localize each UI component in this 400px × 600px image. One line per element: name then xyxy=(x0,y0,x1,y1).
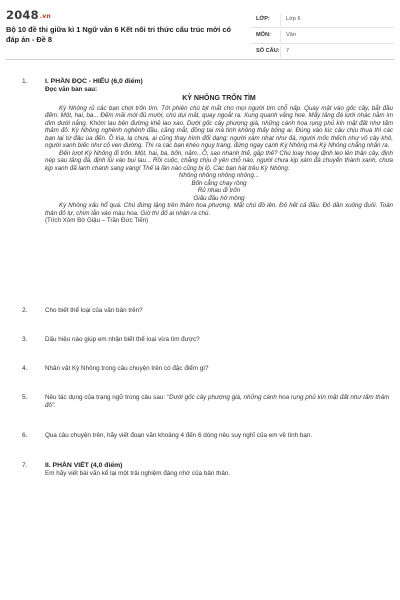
exam-meta-table xyxy=(252,12,394,60)
passage-paragraph: Kỳ Nhông rủ các bạn chơi trốn tìm. Tới phiên chú bịt mắt cho mọi người tìm chỗ nấp. Quay mặt vào gốc cây, bắt đầu đếm: Một, hai, ba... Đếm mãi mới đủ mười, chú dụi mắt, quay ngoắt ra. Xung quanh vắng hoe. Mấy tảng đá lưới nhác nằm im dìm dưới nắng. Khóm lau bên đường khẽ lao xao. Dưới gốc cây phượng già, những cánh hoa rụng phủ kín mặt đất như tấm thảm đỏ. Kỳ Nhông nghênh nghênh đầu, căng mắt, đồng tai mà tinh không thấy bóng ai. Đúng vào lúc cậu chịu thua thì các bạn lại từ đâu ùa đến. Ồ kìa, lạ chưa, ai cũng thay hình đổi dạng: người xám nhạt như đá, người mốc thếch như vỏ cây khô, người xanh biếc như cỏ ven đường. Thì ra các bạn khéo nguỵ trang, đứng ngay cạnh Kỳ Nhông mà Kỳ Nhông chẳng nhận ra. xyxy=(45,104,393,149)
document-header xyxy=(6,8,394,60)
meta-row-subject xyxy=(252,28,394,44)
question-text: Dấu hiệu nào giúp em nhận biết thể loại vừa tìm được? xyxy=(45,336,200,343)
question-quote: "Dưới gốc cây phượng già, những cánh hoa rụng phủ kín mặt đất như tấm thảm đỏ". xyxy=(45,394,390,409)
meta-label: MÔN: xyxy=(256,32,271,38)
section-title-writing: II. PHẦN VIẾT (4,0 điểm) xyxy=(45,462,123,469)
writing-prompt: Em hãy viết bài văn kể lại một trải nghiệm đáng nhớ của bản thân. xyxy=(45,469,231,477)
document-title: Bộ 10 đề thi giữa kì 1 Ngữ văn 6 Kết nối tri thức cấu trúc mới có đáp án - Đề 8 xyxy=(6,25,232,44)
verse-line: Giấu đầu hở mông xyxy=(193,194,245,202)
meta-row-class xyxy=(252,12,394,28)
meta-divider xyxy=(280,14,281,26)
question-number: 1. xyxy=(22,78,28,85)
question-number: 3. xyxy=(22,336,28,343)
meta-value: Văn xyxy=(286,32,296,38)
passage-title: KỲ NHÔNG TRỐN TÌM xyxy=(182,95,256,102)
logo-suffix: .vn xyxy=(39,13,51,20)
meta-value: Lớp 6 xyxy=(286,16,301,22)
site-logo[interactable] xyxy=(6,8,51,22)
question-text: Cho biết thể loại của văn bản trên? xyxy=(45,307,143,314)
question-number: 2. xyxy=(22,307,28,314)
verse-line: Bốn cẳng chạy rông xyxy=(191,179,247,187)
question-number: 5. xyxy=(22,394,28,401)
passage-paragraph: Đến lượt Kỳ Nhông đi trốn. Một, hai, ba, bốn, năm...Ồ, sao nhanh thế, gặp thế? Chú loay hoay định leo lên thân cây, định nép sau tảng đá, định lủi vào bụi lau... Rồi cuộc, chẳng chịu ở yên chỗ nào, người chưa kịp xám đá chuyển thành xanh, chưa kịp xanh đã lanh chanh sang vàng! Thế là lần nào cũng bị lộ. Các bạn hát trêu Kỳ Nhông: xyxy=(45,149,393,172)
passage-source: (Trích Xóm Bờ Giậu – Trần Đức Tiến) xyxy=(45,217,149,224)
meta-value: 7 xyxy=(286,48,290,54)
question-number: 6. xyxy=(22,432,28,439)
passage-paragraph: Kỳ Nhông xấu hổ quá. Chú đứng lặng trên thảm hoa phượng. Mặt chú đỏ lên. Đỏ hết cả đầu. Đỏ dần xuống đuôi. Toàn thân đỏ lự, chìm lẫn vào màu hoa. Giờ thì đố ai nhận ra chú. xyxy=(45,202,393,217)
reading-passage xyxy=(45,93,393,225)
question-body xyxy=(45,462,391,477)
question-text xyxy=(45,394,391,409)
question-text: Nhân vật Kỳ Nhông trong câu chuyện trên có đặc điểm gì? xyxy=(45,365,209,372)
question-number: 7. xyxy=(22,462,28,469)
reading-instruction: Đọc văn bản sau: xyxy=(45,85,98,93)
meta-label: LỚP: xyxy=(256,16,270,22)
logo-text: 2048 xyxy=(6,8,39,22)
section-title-reading: I. PHẦN ĐỌC - HIỂU (6,0 điểm) xyxy=(45,78,143,85)
question-body xyxy=(45,78,391,93)
question-number: 4. xyxy=(22,365,28,372)
question-prefix: Nêu tác dụng của trạng ngữ trong câu sau: xyxy=(45,394,167,401)
meta-label: SỐ CÂU: xyxy=(256,48,280,54)
verse-line: Rủ nhau đi trốn xyxy=(197,187,241,194)
question-text: Qua câu chuyện trên, hãy viết đoạn văn khoảng 4 đến 6 dòng nêu suy nghĩ của em về tình bạn. xyxy=(45,432,313,439)
meta-divider xyxy=(280,46,281,58)
meta-row-question-count xyxy=(252,44,394,60)
verse-line: Nhông nhông nhông nhông... xyxy=(178,172,260,179)
meta-divider xyxy=(280,30,281,42)
